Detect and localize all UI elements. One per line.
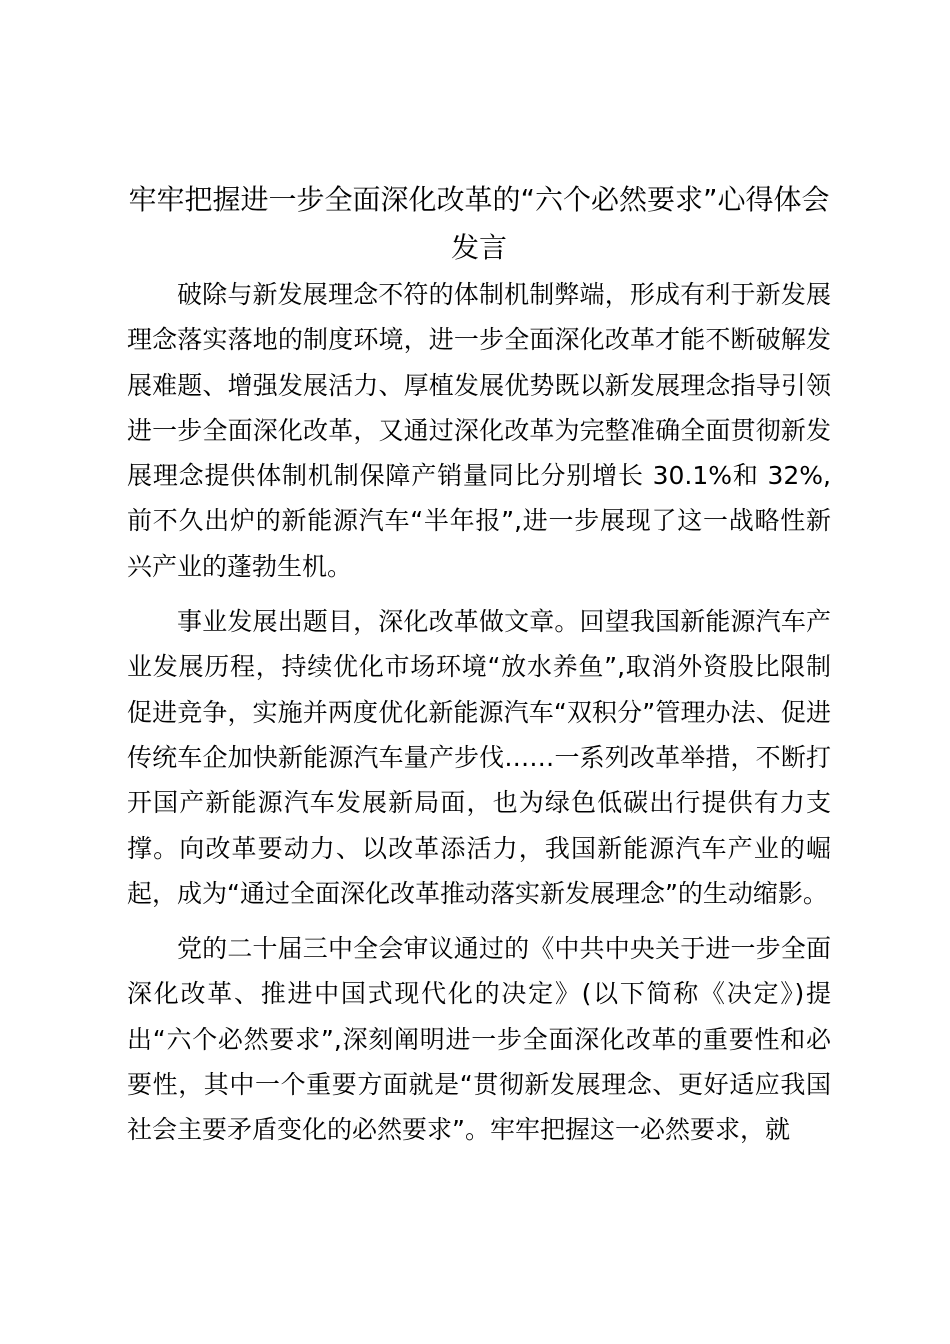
paragraph-1: 破除与新发展理念不符的体制机制弊端，形成有利于新发展理念落实落地的制度环境，进一步全面深化改革才能不断破解发展难题、增强发展活力、厚植发展优势既以新发展理念指导引领进一步全面深化改革，又通过深化改革为完整准确全面贯彻新发展理念提供体制机制保障产销量同比分别增长 30.1%和 32%,前不久出炉的新能源汽车“半年报”,进一步展现了这一战略性新兴产业的蓬勃生机。 — [127, 280, 831, 581]
paragraph-2: 事业发展出题目，深化改革做文章。回望我国新能源汽车产业发展历程，持续优化市场环境“放水养鱼”,取消外资股比限制促进竞争，实施并两度优化新能源汽车“双积分”管理办法、促进传统车企加快新能源汽车量产步伐……一系列改革举措，不断打开国产新能源汽车发展新局面，也为绿色低碳出行提供有力支撑。向改革要动力、以改革添活力，我国新能源汽车产业的崛起，成为“通过全面深化改革推动落实新发展理念”的生动缩影。 — [127, 607, 831, 908]
paragraph-3: 党的二十届三中全会审议通过的《中共中央关于进一步全面深化改革、推进中国式现代化的决定》(以下简称《决定》)提出“六个必然要求”,深刻阐明进一步全面深化改革的重要性和必要性，其中一个重要方面就是“贯彻新发展理念、更好适应我国社会主要矛盾变化的必然要求”。牢牢把握这一必然要求，就 — [127, 934, 831, 1145]
document-body — [127, 272, 831, 1163]
document-title: 牢牢把握进一步全面深化改革的“六个必然要求”心得体会发言 — [128, 183, 830, 264]
